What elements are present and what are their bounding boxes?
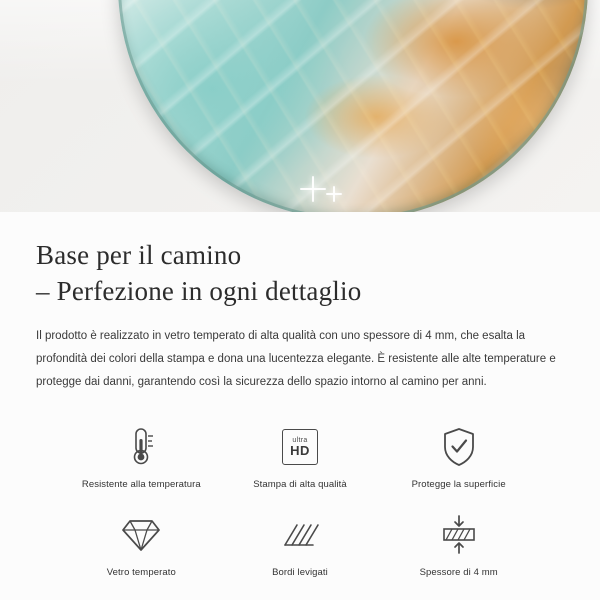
feature-high-quality-print — [221, 424, 380, 490]
feature-tempered-glass — [62, 512, 221, 578]
feature-label: Spessore di 4 mm — [419, 567, 498, 579]
shield-check-icon — [439, 424, 479, 470]
body-text: Il prodotto è realizzato in vetro temperato di alta qualità con uno spessore di 4 mm, che esalta la profondità dei colori della stampa e dona una lucentezza elegante. È resistente alle alte temperature e protegge dai danni, garantendo così la sicurezza dello spazio intorno al camino per anni. — [36, 330, 556, 389]
feature-label: Protegge la superficie — [411, 479, 506, 491]
hero-image — [0, 0, 600, 212]
glass-plate-image — [118, 0, 588, 212]
thermometer-icon — [121, 424, 161, 470]
content-area — [0, 212, 600, 578]
feature-grid — [36, 424, 564, 578]
feature-thickness-4mm — [379, 512, 538, 578]
polished-edges-icon — [279, 512, 321, 558]
headline-line-2: – Perfezione in ogni dettaglio — [36, 275, 362, 306]
ultra-hd-badge-main: HD — [290, 443, 310, 459]
marble-veins — [118, 0, 588, 212]
feature-label: Vetro temperato — [106, 567, 176, 579]
feature-polished-edges — [221, 512, 380, 578]
thickness-arrows-icon — [437, 512, 481, 558]
feature-surface-protection — [379, 424, 538, 490]
feature-temperature-resistant — [62, 424, 221, 490]
ultra-hd-badge-top: ultra — [292, 437, 308, 445]
feature-label: Bordi levigati — [272, 567, 328, 579]
feature-label: Resistente alla temperatura — [81, 479, 201, 491]
headline-line-1: Base per il camino — [36, 240, 242, 270]
diamond-icon — [120, 512, 162, 558]
feature-label: Stampa di alta qualità — [253, 479, 347, 491]
ultra-hd-icon — [282, 424, 318, 470]
page-title — [36, 238, 564, 309]
